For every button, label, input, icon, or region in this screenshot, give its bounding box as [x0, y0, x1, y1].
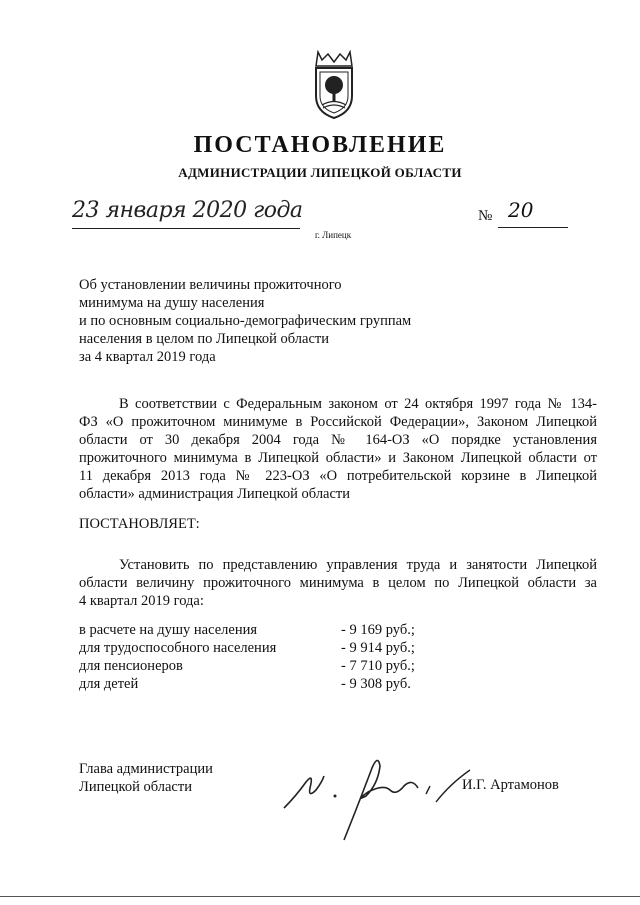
preamble-line: ФЗ «О прожиточном минимуме в Российской Федерации», Законом Липецкой: [79, 414, 597, 430]
handwritten-number: 20: [508, 198, 534, 222]
date-underline: [72, 228, 300, 229]
value-label: в расчете на душу населения: [79, 622, 258, 638]
value-label: для детей: [79, 676, 139, 692]
subsistence-values-list: [79, 621, 499, 693]
handwritten-date: 23 января 2020 года: [72, 198, 303, 223]
subject-line: за 4 квартал 2019 года: [79, 349, 216, 365]
list-item: [79, 639, 499, 657]
preamble-line: прожиточного минимума в Липецкой области» и Законом Липецкой области от: [79, 450, 597, 466]
handwritten-signature: [280, 740, 480, 850]
number-underline: [498, 227, 568, 228]
establish-line: 4 квартал 2019 года:: [79, 593, 204, 609]
list-item: [79, 657, 499, 675]
value-amount: - 9 308 руб.: [341, 676, 411, 692]
coat-of-arms-icon: [306, 50, 362, 120]
establish-line: Установить по представлению управления труда и занятости Липецкой: [119, 557, 597, 573]
city-label: г. Липецк: [315, 230, 352, 240]
preamble-paragraph: [79, 395, 597, 503]
value-amount: - 7 710 руб.;: [341, 658, 415, 674]
resolves-heading: ПОСТАНОВЛЯЕТ:: [79, 516, 200, 532]
position-line: Липецкой области: [79, 779, 192, 795]
document-title: ПОСТАНОВЛЕНИЕ: [193, 132, 447, 158]
document-subject: [79, 276, 459, 366]
subject-line: и по основным социально-демографическим группам: [79, 313, 412, 329]
value-amount: - 9 169 руб.;: [341, 622, 415, 638]
value-label: для пенсионеров: [79, 658, 183, 674]
document-subtitle: АДМИНИСТРАЦИИ ЛИПЕЦКОЙ ОБЛАСТИ: [178, 165, 462, 180]
position-line: Глава администрации: [79, 761, 213, 777]
establish-line: области величину прожиточного минимума в целом по Липецкой области за: [79, 575, 597, 591]
list-item: [79, 675, 499, 693]
subject-line: минимума на душу населения: [79, 295, 265, 311]
subject-line: Об установлении величины прожиточного: [79, 277, 342, 293]
preamble-line: области» администрация Липецкой области: [79, 486, 351, 502]
value-amount: - 9 914 руб.;: [341, 640, 415, 656]
value-label: для трудоспособного населения: [79, 640, 277, 656]
page-bottom-border: [0, 896, 640, 897]
signatory-position: [79, 760, 213, 796]
establish-paragraph: [79, 556, 597, 610]
preamble-line: В соответствии с Федеральным законом от 24 октября 1997 года № 134-: [119, 396, 597, 412]
list-item: [79, 621, 499, 639]
number-label: №: [478, 208, 493, 224]
preamble-line: 11 декабря 2013 года № 223-ОЗ «О потребительской корзине в Липецкой: [79, 468, 597, 484]
signatory-name: И.Г. Артамонов: [462, 777, 559, 793]
preamble-line: области от 30 декабря 2004 года № 164-ОЗ «О порядке установления: [79, 432, 597, 448]
subject-line: населения в целом по Липецкой области: [79, 331, 330, 347]
